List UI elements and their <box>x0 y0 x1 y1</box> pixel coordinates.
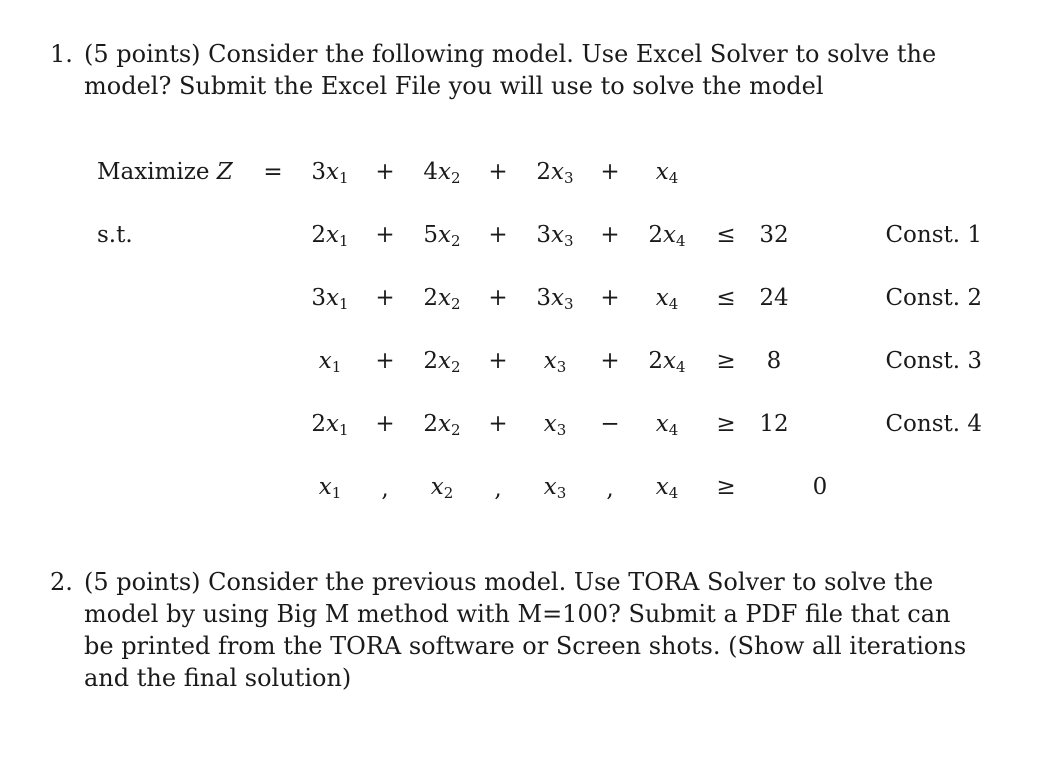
model-operator: + <box>488 159 508 185</box>
model-term: $2x_2$ <box>423 348 461 376</box>
subject-to-label: s.t. <box>97 222 133 248</box>
nonneg-relation: ≥ <box>716 474 736 500</box>
constraint-rhs: 32 <box>759 222 789 248</box>
model-separator: , <box>606 476 614 502</box>
model-term: $3x_3$ <box>536 222 574 250</box>
problem-1-number: 1. <box>50 40 73 68</box>
constraint-name: Const. 1 <box>885 222 982 248</box>
model-term: $x_4$ <box>655 411 679 439</box>
problem-2-line: model by using Big M method with M=100? Submit a PDF file that can <box>84 600 951 628</box>
model-term: $x_1$ <box>318 348 342 376</box>
model-term: $2x_3$ <box>536 159 574 187</box>
constraint-rhs: 12 <box>759 411 789 437</box>
problem-1-line: model? Submit the Excel File you will use to solve the model <box>84 72 824 100</box>
model-term: $5x_2$ <box>423 222 461 250</box>
model-term: $4x_2$ <box>423 159 461 187</box>
model-operator: + <box>488 285 508 311</box>
model-term: $2x_1$ <box>311 222 349 250</box>
model-term: $2x_2$ <box>423 411 461 439</box>
model-term: $x_4$ <box>655 285 679 313</box>
model-operator: + <box>375 411 395 437</box>
nonneg-rhs: 0 <box>812 474 828 500</box>
constraint-name: Const. 2 <box>885 285 982 311</box>
model-operator: + <box>375 222 395 248</box>
model-term: $3x_3$ <box>536 285 574 313</box>
model-term: $x_3$ <box>543 474 567 502</box>
model-term: $x_3$ <box>543 348 567 376</box>
model-separator: , <box>381 476 389 502</box>
model-term: $2x_4$ <box>648 222 686 250</box>
constraint-relation: ≤ <box>716 222 736 248</box>
objective-equals: = <box>263 159 283 185</box>
constraint-name: Const. 4 <box>885 411 982 437</box>
objective-label: Maximize Z <box>97 159 233 185</box>
model-term: $2x_1$ <box>311 411 349 439</box>
constraint-rhs: 24 <box>759 285 789 311</box>
model-operator: + <box>488 222 508 248</box>
model-term: $x_4$ <box>655 159 679 187</box>
model-term: $x_3$ <box>543 411 567 439</box>
model-operator: + <box>375 285 395 311</box>
constraint-name: Const. 3 <box>885 348 982 374</box>
constraint-relation: ≥ <box>716 348 736 374</box>
model-term: $x_1$ <box>318 474 342 502</box>
model-term: $3x_1$ <box>311 159 349 187</box>
model-operator: + <box>600 159 620 185</box>
model-term: $3x_1$ <box>311 285 349 313</box>
model-operator: + <box>600 348 620 374</box>
model-operator: + <box>600 285 620 311</box>
problem-2-line: be printed from the TORA software or Screen shots. (Show all iterations <box>84 632 967 660</box>
constraint-rhs: 8 <box>766 348 782 374</box>
model-term: $x_4$ <box>655 474 679 502</box>
model-term: $2x_2$ <box>423 285 461 313</box>
model-term: $2x_4$ <box>648 348 686 376</box>
problem-2-number: 2. <box>50 568 73 596</box>
model-operator: + <box>488 411 508 437</box>
model-operator: + <box>488 348 508 374</box>
model-separator: , <box>494 476 502 502</box>
constraint-relation: ≤ <box>716 285 736 311</box>
model-operator: + <box>375 159 395 185</box>
model-operator: + <box>600 222 620 248</box>
model-term: $x_2$ <box>430 474 454 502</box>
constraint-relation: ≥ <box>716 411 736 437</box>
problem-2-line: (5 points) Consider the previous model. Use TORA Solver to solve the <box>84 568 934 596</box>
problem-2-line: and the final solution) <box>84 664 352 692</box>
model-operator: − <box>600 411 620 437</box>
problem-1-line: (5 points) Consider the following model. Use Excel Solver to solve the <box>84 40 937 68</box>
model-operator: + <box>375 348 395 374</box>
